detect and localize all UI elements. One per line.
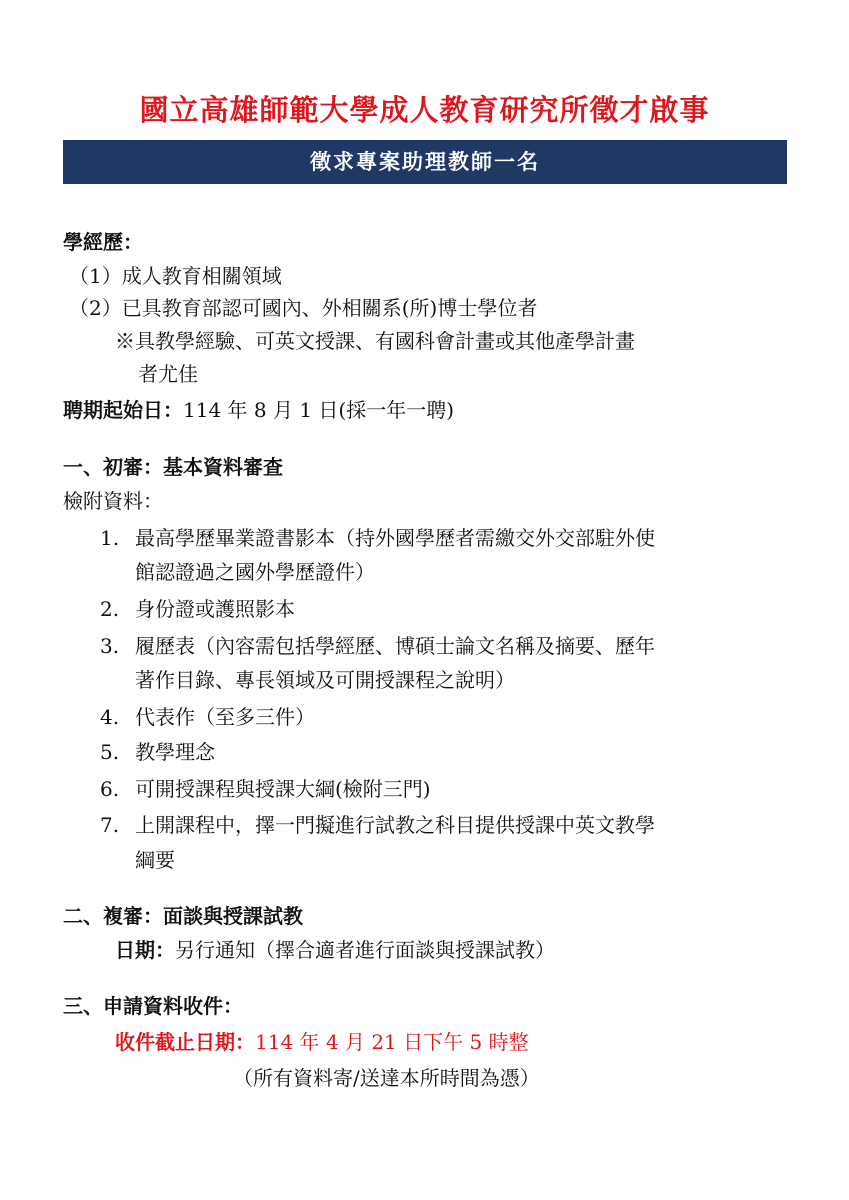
attachment-number: 4. [100,705,120,729]
deadline-label: 收件截止日期： [115,1030,255,1054]
qualification-note-cont: 者尤佳 [138,362,198,386]
attachments-heading: 檢附資料： [63,489,163,513]
attachment-item: 教學理念 [135,740,215,764]
attachment-item-cont: 著作目錄、專長領域及可開授課程之說明） [135,668,515,692]
qualification-item: （1）成人教育相關領域 [69,264,282,288]
attachment-number: 7. [100,813,120,837]
deadline-value: 114 年 4 月 21 日下午 5 時整 [255,1030,529,1054]
attachment-number: 2. [100,597,120,621]
section1-heading: 一、初審：基本資料審查 [63,455,283,479]
attachment-item-cont: 館認證過之國外學歷證件） [135,560,375,584]
term-label: 聘期起始日： [63,398,183,422]
attachment-item: 上開課程中，擇一門擬進行試教之科目提供授課中英文教學 [135,813,655,837]
banner-text: 徵求專案助理教師一名 [310,149,540,174]
position-banner [63,140,787,184]
deadline-line [115,1030,529,1054]
qualification-note: ※具教學經驗、可英文授課、有國科會計畫或其他產學計畫 [115,329,635,353]
qualification-item: （2）已具教育部認可國內、外相關系(所)博士學位者 [69,296,538,320]
attachment-item-cont: 綱要 [135,848,175,872]
attachment-number: 6. [100,777,120,801]
attachment-number: 1. [100,526,120,550]
attachment-item: 代表作（至多三件） [135,705,315,729]
attachment-number: 5. [100,740,120,764]
attachment-number: 3. [100,634,120,658]
review-date-line [115,938,555,962]
review-date-value: 另行通知（擇合適者進行面談與授課試教） [175,938,555,962]
term-value: 114 年 8 月 1 日(採一年一聘) [183,398,455,422]
attachment-item: 最高學歷畢業證書影本（持外國學歷者需繳交外交部駐外使 [135,526,655,550]
attachment-item: 可開授課程與授課大綱(檢附三門) [135,777,431,801]
section3-heading: 三、申請資料收件： [63,994,243,1018]
page-title: 國立高雄師範大學成人教育研究所徵才啟事 [139,93,710,127]
qualifications-heading: 學經歷： [63,230,143,254]
term-line [63,398,454,422]
attachment-item: 身份證或護照影本 [135,597,295,621]
submission-note: （所有資料寄/送達本所時間為憑） [233,1066,540,1090]
attachment-item: 履歷表（內容需包括學經歷、博碩士論文名稱及摘要、歷年 [135,634,655,658]
review-date-label: 日期： [115,938,175,962]
section2-heading: 二、複審：面談與授課試教 [63,904,303,928]
